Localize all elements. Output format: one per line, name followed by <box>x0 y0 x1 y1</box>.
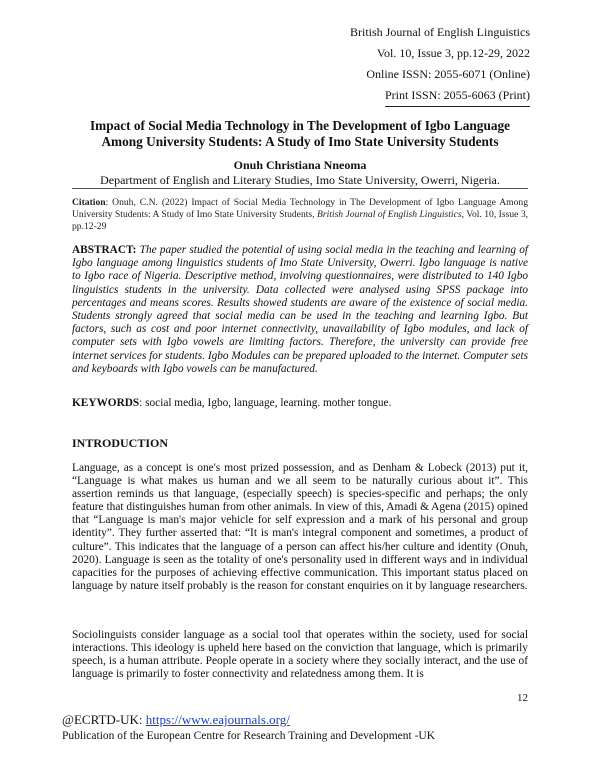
citation-tail: , Vol. 10, Issue 3, pp.12-29 <box>72 209 529 232</box>
paragraph: Language, as a concept is one's most prized possession, and as Denham & Lobeck (2013) put it, “Language is what makes us human and we all seem to be naturally curious about it”. This assertion reminds us that language, (especially speech) is species-specific and perhaps; the only feature that distinguishes human from other animals. In view of this, Amadi & Agena (2015) opined that “Language is man's major vehicle for self expression and a mark of his personal and group identity”. They further asserted that: “It is man's integral component and sometimes, a product of culture”. This indicates that the language of a person can affect his/her culture and identity (Onuh, 2020). Language is seen as the totality of one's personality used in different ways and in individual capacities for the purposes of achieving effective communication. This important status placed on language by nature itself probably is the reason for constant enquiries on it by language researchers. <box>72 462 528 592</box>
journal-header <box>350 22 530 107</box>
paper-title: Impact of Social Media Technology in The Development of Igbo Language Among University Students: A Study of Imo State University Students <box>89 118 511 149</box>
author-name: Onuh Christiana Nneoma <box>233 158 367 172</box>
keywords-label: KEYWORDS <box>72 397 140 409</box>
journal-name: British Journal of English Linguistics <box>350 25 530 39</box>
divider <box>72 188 528 189</box>
footer-link-line <box>62 712 290 728</box>
journal-website-link[interactable]: https://www.eajournals.org/ <box>145 712 290 727</box>
author-affiliation: Department of English and Literary Studies, Imo State University, Owerri, Nigeria. <box>100 173 500 187</box>
citation-text: : Onuh, C.N. (2022) Impact of Social Media Technology in The Development of Igbo Language Among University Students: A Study of Imo State University Students, <box>72 197 528 220</box>
print-issn: Print ISSN: 2055-6063 (Print) <box>385 85 530 107</box>
abstract-label: ABSTRACT: <box>72 244 137 256</box>
page-number: 12 <box>517 692 528 704</box>
paragraph: Sociolinguists consider language as a social tool that operates within the society, used for social interactions. This ideology is upheld here based on the conviction that language, which is primarily speech, is a human attribute. People operate in a society where they socially interact, and the use of language is primarily to foster connectivity and relatedness among them. It is <box>72 629 528 681</box>
abstract-text: The paper studied the potential of using social media in the teaching and learning of Igbo language among linguistics students of Imo State University, Owerri. Igbo language is native to Igbo race of Nigeria. Descriptive method, involving questionnaires, were distributed to 140 Igbo linguistics students in the university. Data collected were analysed using SPSS package into percentages and means scores. Results showed students are aware of the existence of social media. Students strongly agreed that social media can be used in the teaching and learning Igbo. But factors, such as cost and poor internet connectivity, unavailability of Igbo modules, and lack of computer sets with Igbo vowels are limiting factors. Therefore, the university can provide free internet services for students. Igbo Modules can be prepared uploaded to the internet. Computer sets and keyboards with Igbo vowels can be manufactured. <box>72 244 528 375</box>
citation-journal: British Journal of English Linguistics <box>316 209 462 220</box>
abstract <box>72 244 528 376</box>
keywords <box>72 397 528 409</box>
footer-prefix: @ECRTD-UK: <box>62 712 146 727</box>
online-issn: Online ISSN: 2055-6071 (Online) <box>366 67 530 81</box>
citation-label: Citation <box>72 197 106 208</box>
citation <box>72 197 528 233</box>
keywords-text: : social media, Igbo, language, learning. mother tongue. <box>139 397 392 409</box>
publisher-line: Publication of the European Centre for Research Training and Development -UK <box>62 730 436 742</box>
section-heading: INTRODUCTION <box>72 436 169 450</box>
journal-volume: Vol. 10, Issue 3, pp.12-29, 2022 <box>376 46 530 60</box>
